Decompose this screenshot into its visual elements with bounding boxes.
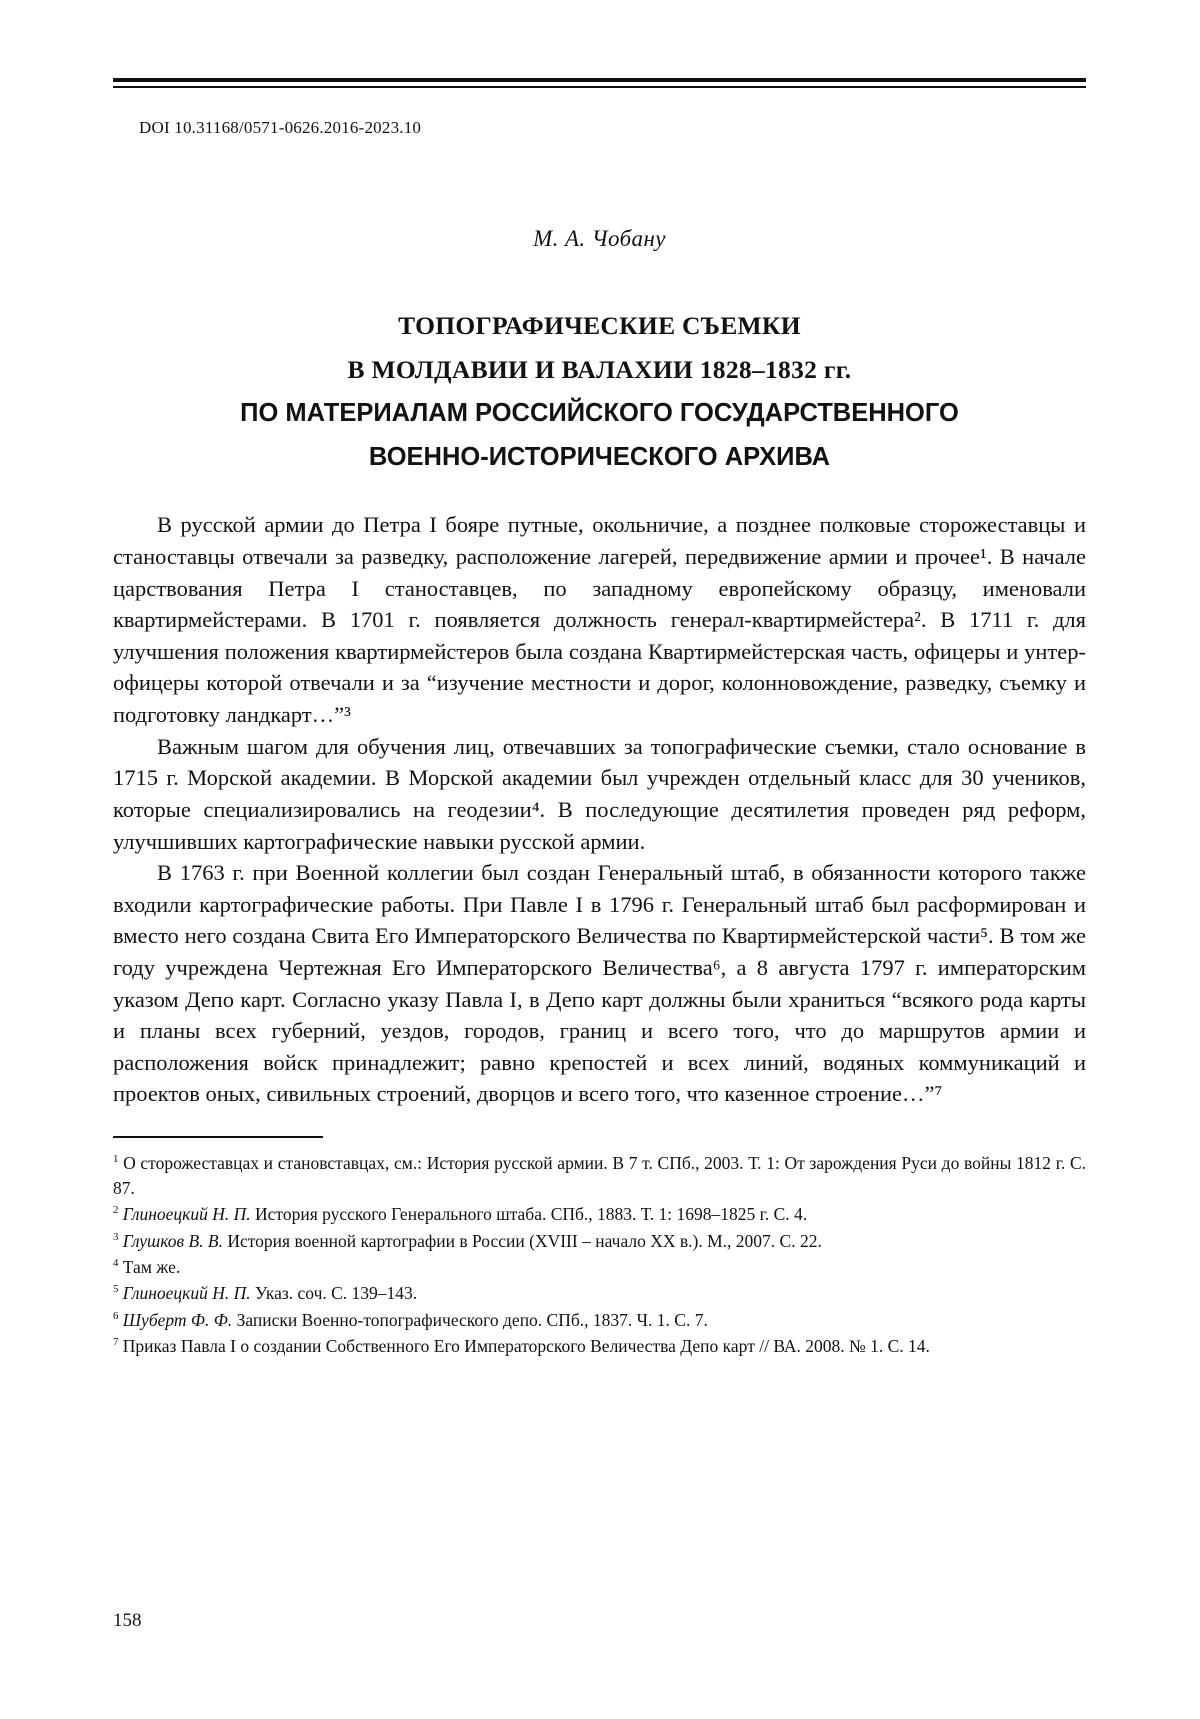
footnote-separator bbox=[113, 1136, 323, 1138]
footnote-marker: 5 bbox=[113, 1283, 119, 1296]
paragraph-3: В 1763 г. при Военной коллегии был создан Генеральный штаб, в обязанности которого также входили картографические работы. При Павле I в 1796 г. Генеральный штаб был расформирован и вместо него создана Свита Его Императорского Величества по Квартирмейстерской части⁵. В том же году учреждена Чертежная Его Императорского Величества⁶, а 8 августа 1797 г. императорским указом Депо карт. Согласно указу Павла I, в Депо карт должны были храниться “всякого рода карты и планы всех губерний, уездов, городов, границ и всего того, что до маршрутов армии и расположения войск принадлежит; равно крепостей и всех линий, водяных коммуникаций и проектов оных, сивильных строений, дворцов и всего того, что казенное строение…”⁷ bbox=[113, 860, 1086, 1107]
article-body bbox=[113, 509, 1086, 1110]
footnote-item bbox=[113, 1308, 1086, 1333]
footnote-author: Шуберт Ф. Ф. bbox=[122, 1309, 233, 1330]
footnote-text: Там же. bbox=[122, 1257, 181, 1278]
footnote-author: Глиноецкий Н. П. bbox=[122, 1204, 251, 1225]
footnote-item bbox=[113, 1151, 1086, 1202]
footnote-item bbox=[113, 1229, 1086, 1254]
footnote-text: История военной картографии в России (XVIII – начало XX в.). М., 2007. С. 22. bbox=[222, 1230, 822, 1251]
title-line-3: ПО МАТЕРИАЛАМ РОССИЙСКОГО ГОСУДАРСТВЕННОГО bbox=[240, 398, 959, 427]
footnote-marker: 2 bbox=[113, 1204, 119, 1217]
title-line-1: ТОПОГРАФИЧЕСКИЕ СЪЕМКИ bbox=[398, 311, 801, 340]
paragraph-1: В русской армии до Петра I бояре путные, окольничие, а позднее полковые сторожеставцы и станоставцы отвечали за разведку, расположение лагерей, передвижение армии и прочее¹. В начале царствования Петра I станоставцев, по западному европейскому образцу, именовали квартирмейстерами. В 1701 г. появляется должность генерал-квартирмейстера². В 1711 г. для улучшения положения квартирмейстеров была создана Квартирмейстерская часть, офицеры и унтер-офицеры которой отвечали и за “изучение местности и дорог, колонновождение, разведку, съемку и подготовку ландкарт…”³ bbox=[113, 512, 1086, 728]
footnote-marker: 1 bbox=[113, 1152, 119, 1165]
footnote-author: Глиноецкий Н. П. bbox=[122, 1283, 251, 1304]
footnote-item bbox=[113, 1281, 1086, 1306]
footnote-item bbox=[113, 1334, 1086, 1359]
page-number: 158 bbox=[113, 1610, 142, 1631]
title-line-2: В МОЛДАВИИ И ВАЛАХИИ 1828–1832 гг. bbox=[347, 354, 852, 384]
doi-line: DOI 10.31168/0571-0626.2016-2023.10 bbox=[139, 118, 422, 137]
footnote-item bbox=[113, 1202, 1086, 1227]
footnote-marker: 7 bbox=[113, 1336, 119, 1349]
footnote-text: Приказ Павла I о создании Собственного Его Императорского Величества Депо карт // ВА. 2008. № 1. С. 14. bbox=[122, 1336, 930, 1357]
footnote-text: Указ. соч. С. 139–143. bbox=[250, 1283, 418, 1304]
author-name: М. А. Чобану bbox=[533, 226, 666, 251]
page-content bbox=[113, 78, 1086, 1361]
footnote-text: О сторожеставцах и становставцах, см.: История русской армии. В 7 т. СПб., 2003. Т. 1: От зарождения Руси до войны 1812 г. С. 87. bbox=[113, 1152, 1087, 1198]
footnote-marker: 6 bbox=[113, 1309, 119, 1322]
header-rule-thin bbox=[113, 86, 1086, 88]
footnote-author: Глушков В. В. bbox=[122, 1230, 223, 1251]
title-line-4: ВОЕННО-ИСТОРИЧЕСКОГО АРХИВА bbox=[368, 442, 831, 471]
page-title bbox=[113, 304, 1086, 479]
footnote-item bbox=[113, 1255, 1086, 1280]
paragraph-2: Важным шагом для обучения лиц, отвечавших за топографические съемки, стало основание в 1715 г. Морской академии. В Морской академии был учрежден отдельный класс для 30 учеников, которые специализировались на геодезии⁴. В последующие десятилетия проведен ряд реформ, улучшивших картографические навыки русской армии. bbox=[113, 733, 1086, 854]
footnotes-block bbox=[113, 1151, 1086, 1360]
footnote-text: Записки Военно-топографического депо. СПб., 1837. Ч. 1. С. 7. bbox=[232, 1309, 708, 1330]
footnote-marker: 4 bbox=[113, 1257, 119, 1270]
footnote-marker: 3 bbox=[113, 1230, 119, 1243]
footnote-text: История русского Генерального штаба. СПб., 1883. Т. 1: 1698–1825 г. С. 4. bbox=[250, 1204, 808, 1225]
